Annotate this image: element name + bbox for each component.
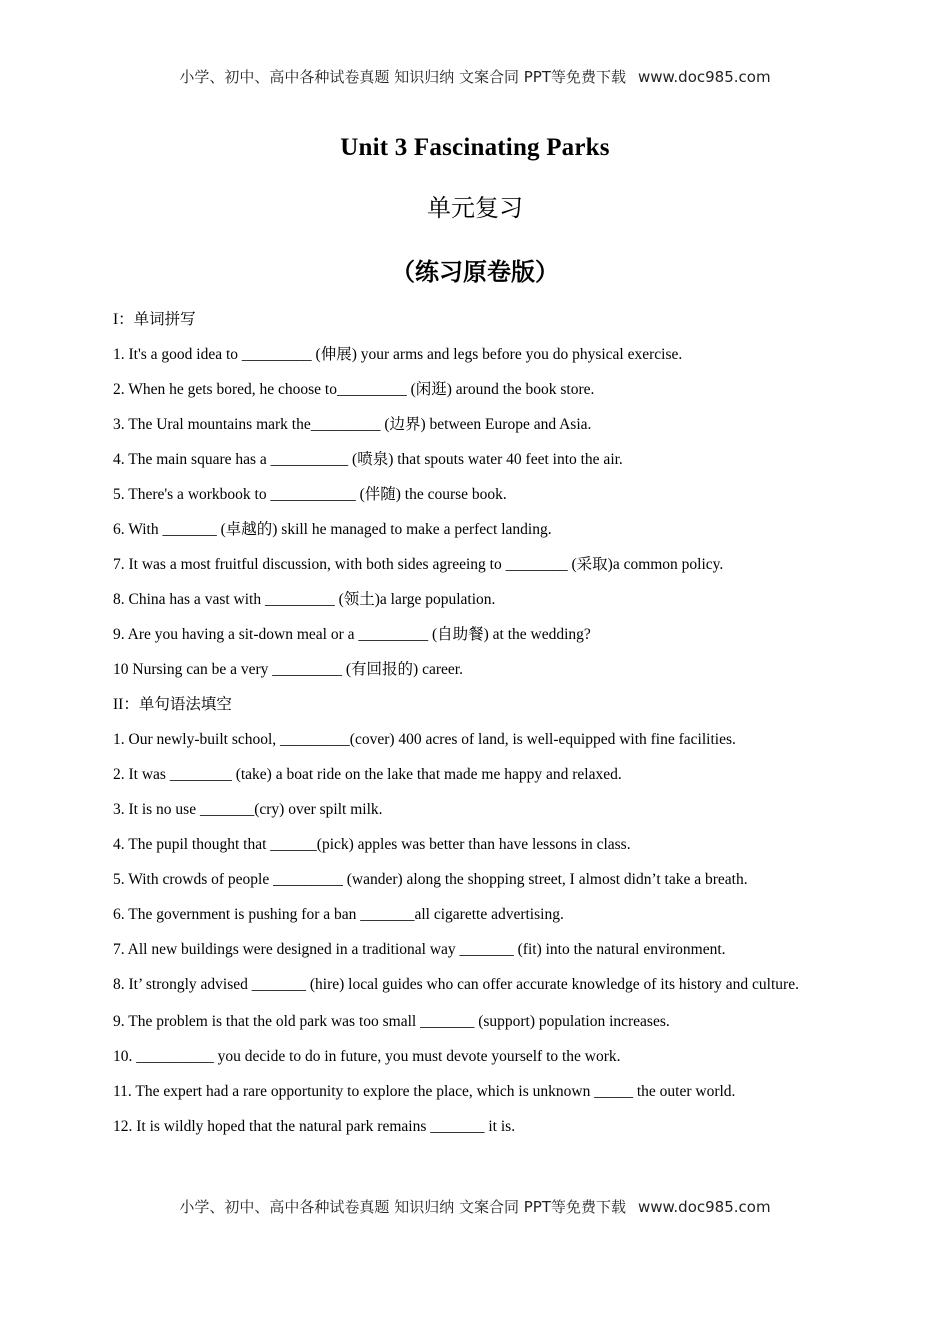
section2-item: 6. The government is pushing for a ban _______all cigarette advertising. (113, 906, 564, 923)
footer-text: 小学、初中、高中各种试卷真题 知识归纳 文案合同 PPT等免费下载 (179, 1198, 626, 1216)
section1-item: 8. China has a vast with _________ (领土)a large population. (113, 591, 496, 608)
document-version: （练习原卷版） (391, 258, 559, 286)
section2-item: 7. All new buildings were designed in a traditional way _______ (fit) into the natural environment. (113, 941, 726, 958)
section1-item: 7. It was a most fruitful discussion, with both sides agreeing to ________ (采取)a common policy. (113, 556, 724, 573)
section1-item: 4. The main square has a __________ (喷泉) that spouts water 40 feet into the air. (113, 451, 623, 468)
section2-item: 10. __________ you decide to do in future, you must devote yourself to the work. (113, 1048, 621, 1065)
section1-item: 6. With _______ (卓越的) skill he managed to make a perfect landing. (113, 521, 552, 538)
section1-item: 10 Nursing can be a very _________ (有回报的) career. (113, 661, 463, 678)
section1-item: 2. When he gets bored, he choose to_________ (闲逛) around the book store. (113, 381, 595, 398)
header-url[interactable]: www.doc985.com (637, 68, 771, 86)
section2-item: 8. It’ strongly advised _______ (hire) local guides who can offer accurate knowledge of its history and culture. (113, 976, 799, 993)
section1-item: 5. There's a workbook to ___________ (伴随) the course book. (113, 486, 507, 503)
exercise-content (113, 306, 836, 1148)
footer-url[interactable]: www.doc985.com (637, 1198, 771, 1216)
section2-item: 12. It is wildly hoped that the natural park remains _______ it is. (113, 1118, 516, 1135)
section1-item: 1. It's a good idea to _________ (伸展) your arms and legs before you do physical exercise. (113, 346, 683, 363)
page-footer (0, 1196, 950, 1217)
page-header (0, 66, 950, 87)
document-title: Unit 3 Fascinating Parks (340, 134, 610, 161)
section2-item: 3. It is no use _______(cry) over spilt milk. (113, 801, 383, 818)
section2-item: 1. Our newly-built school, _________(cover) 400 acres of land, is well-equipped with fine facilities. (113, 731, 736, 748)
document-subtitle: 单元复习 (427, 194, 523, 222)
section2-item: 11. The expert had a rare opportunity to explore the place, which is unknown _____ the outer world. (113, 1083, 736, 1100)
section2-item: 4. The pupil thought that ______(pick) apples was better than have lessons in class. (113, 836, 631, 853)
section2-item: 5. With crowds of people _________ (wander) along the shopping street, I almost didn’t take a breath. (113, 871, 748, 888)
section2-item: 9. The problem is that the old park was too small _______ (support) population increases. (113, 1013, 670, 1030)
section1-item: 3. The Ural mountains mark the_________ (边界) between Europe and Asia. (113, 416, 592, 433)
section1-item: 9. Are you having a sit-down meal or a _________ (自助餐) at the wedding? (113, 626, 591, 643)
header-text: 小学、初中、高中各种试卷真题 知识归纳 文案合同 PPT等免费下载 (179, 68, 626, 86)
section2-item: 2. It was ________ (take) a boat ride on the lake that made me happy and relaxed. (113, 766, 622, 783)
section1-heading: I：单词拼写 (113, 311, 196, 328)
section2-heading: II：单句语法填空 (113, 696, 232, 713)
